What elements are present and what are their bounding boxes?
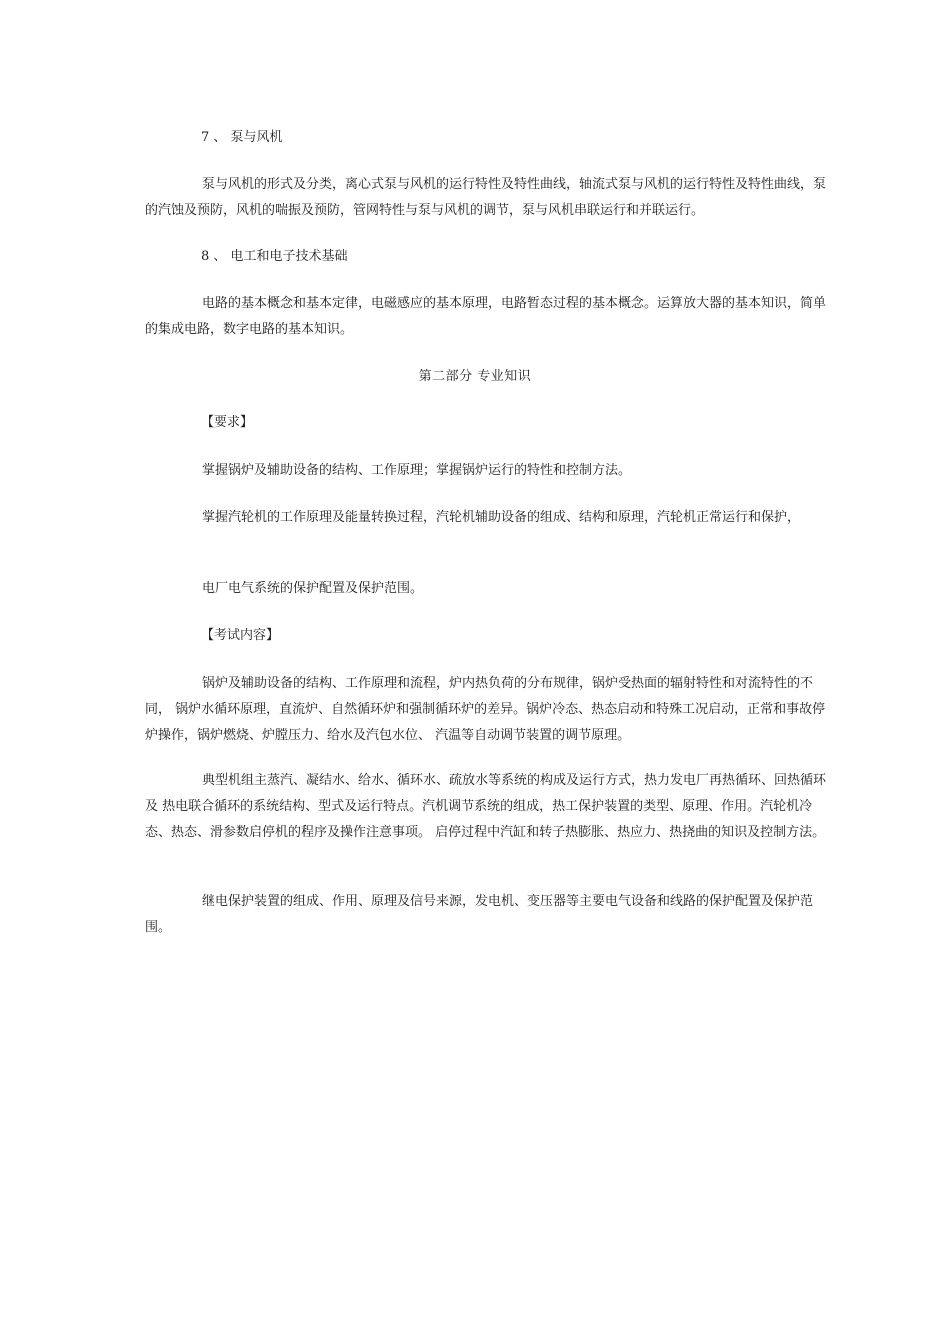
requirements-label: 【要求】 xyxy=(201,415,254,430)
exam-content-paragraph: 继电保护装置的组成、作用、原理及信号来源，发电机、变压器等主要电气设备和线路的保护配置及保护范围。 xyxy=(145,894,814,935)
requirement-item: 掌握锅炉及辅助设备的结构、工作原理；掌握锅炉运行的特性和控制方法。 xyxy=(202,463,632,478)
exam-content-paragraph: 典型机组主蒸汽、凝结水、给水、循环水、疏放水等系统的构成及运行方式，热力发电厂再热循环、回热循环及 热电联合循环的系统结构、型式及运行特点。汽机调节系统的组成，热工保护装置的类型、原理、作用。汽轮机冷态、热态、滑参数启停机的程序及操作注意事项。 启停过程中汽缸和转子热膨胀、热应力、热挠曲的知识及控制方法。 xyxy=(145,773,827,840)
requirement-item: 掌握汽轮机的工作原理及能量转换过程，汽轮机辅助设备的组成、结构和原理，汽轮机正常运行和保护， xyxy=(202,510,801,525)
requirement-item: 电厂电气系统的保护配置及保护范围。 xyxy=(202,581,424,596)
exam-content-paragraph: 锅炉及辅助设备的结构、工作原理和流程，炉内热负荷的分布规律，锅炉受热面的辐射特性和对流特性的不同， 锅炉水循环原理，直流炉、自然循环炉和强制循环炉的差异。锅炉冷态、热态启动和特殊工况启动，正常和事故停炉操作，锅炉燃烧、炉膛压力、给水及汽包水位、 汽温等自动调节装置的调节原理。 xyxy=(145,676,826,743)
section-7-heading: 7 、 泵与风机 xyxy=(201,130,283,145)
section-8-body: 电路的基本概念和基本定律，电磁感应的基本原理，电路暂态过程的基本概念。运算放大器的基本知识，简单的集成电路，数字电路的基本知识。 xyxy=(145,296,827,337)
section-7-body: 泵与风机的形式及分类，离心式泵与风机的运行特性及特性曲线，轴流式泵与风机的运行特性及特性曲线，泵的汽蚀及预防，风机的喘振及预防，管网特性与泵与风机的调节，泵与风机串联运行和并联运行。 xyxy=(145,177,827,218)
exam-content-label: 【考试内容】 xyxy=(201,628,280,643)
section-8-heading: 8 、 电工和电子技术基础 xyxy=(201,249,348,264)
part-2-title: 第二部分 专业知识 xyxy=(418,369,532,384)
